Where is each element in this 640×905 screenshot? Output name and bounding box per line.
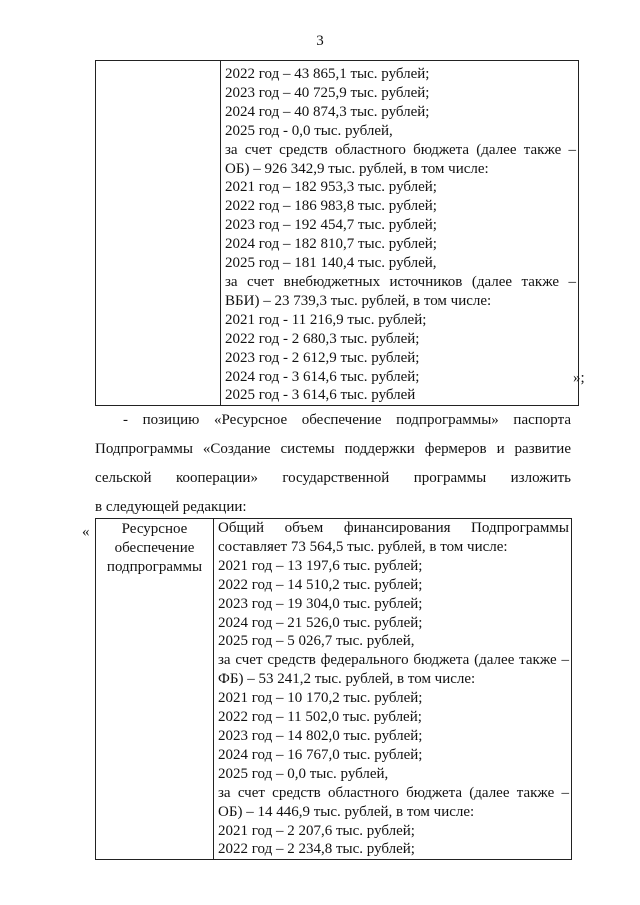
funding-line: 2021 год – 13 197,6 тыс. рублей;: [218, 557, 423, 574]
funding-line: 2022 год – 11 502,0 тыс. рублей;: [218, 709, 422, 726]
funding-line: 2023 год – 40 725,9 тыс. рублей;: [225, 84, 430, 101]
funding-line: ВБИ) – 23 739,3 тыс. рублей, в том числе:: [225, 292, 492, 309]
funding-line: за счет средств областного бюджета (далее также –: [218, 784, 569, 801]
funding-line: 2025 год - 0,0 тыс. рублей,: [225, 122, 393, 139]
funding-line: 2023 год – 192 454,7 тыс. рублей;: [225, 217, 437, 234]
label-line: подпрограммы: [106, 558, 203, 575]
instruction-paragraph: [95, 406, 571, 522]
closing-quote: »;: [573, 370, 585, 386]
funding-line: 2022 год - 2 680,3 тыс. рублей;: [225, 330, 420, 347]
funding-line: 2023 год – 14 802,0 тыс. рублей;: [218, 727, 423, 744]
funding-line: 2024 год – 21 526,0 тыс. рублей;: [218, 614, 423, 631]
funding-line: за счет средств федерального бюджета (далее также –: [218, 652, 569, 669]
resource-label-cell: [96, 519, 214, 860]
funding-line: 2025 год – 5 026,7 тыс. рублей,: [218, 633, 415, 650]
funding-line: 2025 год - 3 614,6 тыс. рублей: [225, 387, 416, 404]
funding-line: 2021 год – 182 953,3 тыс. рублей;: [225, 179, 437, 196]
label-line: обеспечение: [114, 539, 195, 556]
funding-line: 2025 год – 181 140,4 тыс. рублей,: [225, 255, 437, 272]
resource-table: [95, 518, 572, 860]
funding-line: 2021 год - 11 216,9 тыс. рублей;: [225, 311, 427, 328]
label-line: Ресурсное: [121, 521, 188, 537]
funding-line: 2024 год – 182 810,7 тыс. рублей;: [225, 236, 437, 253]
page-number: 3: [316, 33, 324, 49]
paragraph-line: сельской кооперации» государственной программы изложить: [95, 470, 571, 486]
funding-cell: [221, 61, 579, 406]
funding-line: составляет 73 564,5 тыс. рублей, в том числе:: [218, 538, 508, 555]
funding-line: 2025 год – 0,0 тыс. рублей,: [218, 765, 389, 782]
paragraph-line: - позицию «Ресурсное обеспечение подпрограммы» паспорта: [123, 412, 571, 428]
funding-line: ОБ) – 926 342,9 тыс. рублей, в том числе:: [225, 160, 489, 177]
funding-line: 2023 год – 19 304,0 тыс. рублей;: [218, 595, 423, 612]
funding-line: 2023 год - 2 612,9 тыс. рублей;: [225, 349, 420, 366]
funding-line: Общий объем финансирования Подпрограммы: [218, 520, 569, 536]
funding-line: 2021 год – 10 170,2 тыс. рублей;: [218, 690, 423, 707]
funding-line: ФБ) – 53 241,2 тыс. рублей, в том числе:: [218, 671, 476, 688]
funding-line: 2022 год – 14 510,2 тыс. рублей;: [218, 576, 423, 593]
funding-line: 2024 год – 16 767,0 тыс. рублей;: [218, 746, 423, 763]
funding-line: 2022 год – 186 983,8 тыс. рублей;: [225, 198, 437, 215]
funding-line: 2022 год – 43 865,1 тыс. рублей;: [225, 66, 430, 82]
paragraph-line: в следующей редакции:: [95, 499, 247, 515]
opening-quote: «: [82, 524, 90, 540]
funding-line: 2024 год - 3 614,6 тыс. рублей;: [225, 368, 420, 385]
funding-line: 2024 год – 40 874,3 тыс. рублей;: [225, 103, 430, 120]
funding-line: ОБ) – 14 446,9 тыс. рублей, в том числе:: [218, 803, 475, 820]
funding-line: за счет внебюджетных источников (далее также –: [225, 273, 576, 290]
funding-cell: [214, 519, 572, 860]
funding-line: 2021 год – 2 207,6 тыс. рублей;: [218, 822, 415, 839]
funding-line: за счет средств областного бюджета (далее также –: [225, 141, 576, 158]
label-cell-empty: [96, 61, 221, 406]
funding-line: 2022 год – 2 234,8 тыс. рублей;: [218, 841, 415, 858]
resource-table-continuation: [95, 60, 579, 406]
paragraph-line: Подпрограммы «Создание системы поддержки фермеров и развитие: [95, 441, 571, 457]
